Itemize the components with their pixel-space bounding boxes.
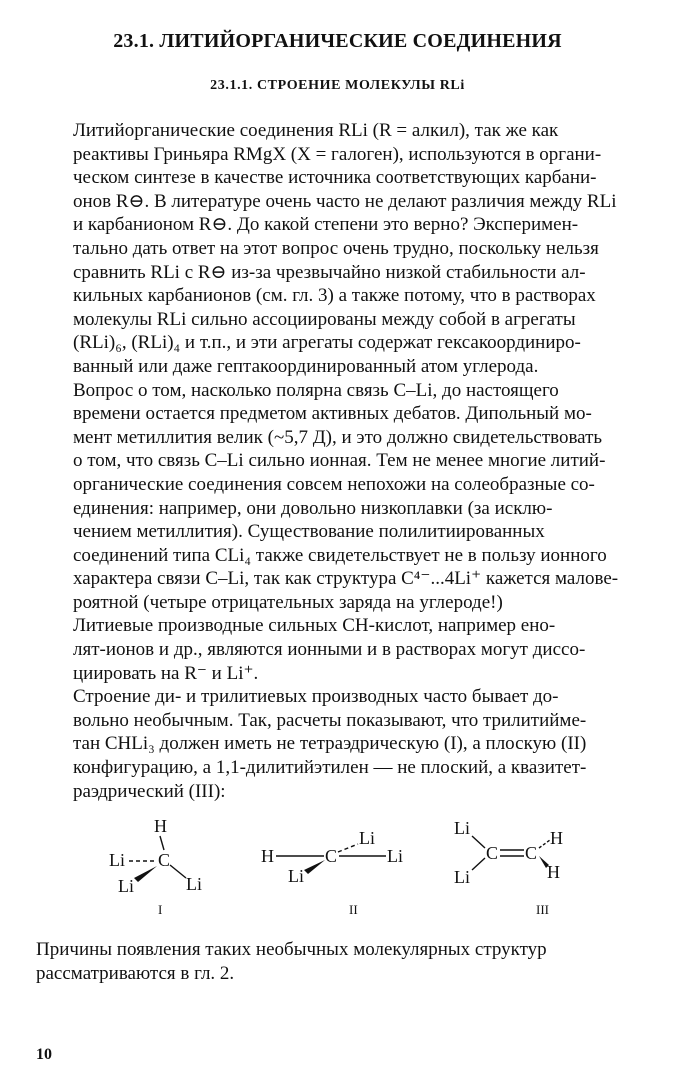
text-line: тально дать ответ на этот вопрос очень трудно, поскольку нельзя — [73, 237, 599, 259]
atom-Li: Li — [118, 876, 134, 896]
text-line: чением метиллития). Существование полилитиированных — [73, 521, 545, 543]
bond-line — [472, 858, 485, 870]
atom-H: H — [154, 816, 167, 836]
text-line: Вопрос о том, насколько полярна связь C–Li, до настоящего — [73, 379, 559, 401]
text-line: рассматриваются в гл. 2. — [36, 962, 235, 984]
text-line: и карбанионом R⊖. До какой степени это верно? Эксперимен- — [73, 214, 579, 236]
text-line: органические соединения совсем непохожи на солеобразные со- — [73, 473, 595, 495]
atom-C: C — [158, 850, 171, 870]
text-line: Строение ди- и трилитиевых производных часто бывает до- — [73, 686, 559, 708]
structure-label: II — [349, 902, 358, 917]
main-text — [36, 119, 639, 803]
text-line: молекулы RLi сильно ассоциированы между собой в агрегаты — [73, 308, 576, 330]
structure-I — [109, 816, 202, 917]
atom-C: C — [325, 846, 338, 866]
structure-diagram — [36, 810, 639, 920]
text-line: (RLi)₆, (RLi)₄ и т.п., и эти агрегаты содержат гексакоординиро- — [73, 332, 581, 354]
atom-Li: Li — [387, 846, 403, 866]
paragraph-4 — [36, 685, 639, 803]
dashed-bond — [338, 844, 358, 852]
text-line: мент метиллития велик (~5,7 Д), и это должно свидетельствовать — [73, 426, 603, 448]
structure-schemes — [36, 810, 639, 920]
structure-II — [261, 828, 403, 917]
bond-line — [160, 836, 164, 850]
atom-Li: Li — [454, 818, 470, 838]
text-line: реактивы Гриньяра RMgX (X = галоген), используются в органи- — [73, 143, 602, 165]
conclusion-paragraph — [36, 938, 639, 985]
text-line: онов R⊖. В литературе очень часто не делают различия между RLi — [73, 190, 617, 212]
atom-H: H — [550, 828, 563, 848]
atom-H: H — [547, 862, 560, 882]
paragraph-3 — [36, 614, 639, 685]
structure-III — [454, 818, 563, 917]
text-line: тан CHLi₃ должен иметь не тетраэдрическую (I), а плоскую (II) — [73, 733, 587, 755]
text-line: вольно необычным. Так, расчеты показывают, что трилитийме- — [73, 709, 587, 731]
text-line: единения: например, они довольно низкоплавки (за исклю- — [73, 497, 553, 519]
text-line: ческом синтезе в качестве источника соответствующих карбани- — [73, 167, 597, 189]
atom-Li: Li — [454, 867, 470, 887]
text-line: лят-ионов и др., являются ионными и в растворах могут диссо- — [73, 639, 586, 661]
structure-label: I — [158, 902, 163, 917]
book-page — [36, 0, 639, 1080]
text-line: соединений типа CLi₄ также свидетельствует не в пользу ионного — [73, 544, 607, 566]
text-line: циировать на R⁻ и Li⁺. — [73, 662, 259, 684]
wedge-bond — [134, 866, 157, 882]
dashed-bond — [539, 840, 550, 848]
atom-H: H — [261, 846, 274, 866]
text-line: ванный или даже гептакоординированный атом углерода. — [73, 355, 539, 377]
text-line: характера связи C–Li, так как структура C⁴⁻...4Li⁺ кажется малове- — [73, 568, 619, 590]
atom-C: C — [525, 843, 538, 863]
chapter-title: 23.1. ЛИТИЙОРГАНИЧЕСКИЕ СОЕДИНЕНИЯ — [113, 30, 562, 52]
text-line: Литиевые производные сильных CH-кислот, например ено- — [73, 615, 556, 637]
atom-Li: Li — [359, 828, 375, 848]
text-line: Литийорганические соединения RLi (R = алкил), так же как — [73, 120, 559, 141]
atom-Li: Li — [186, 874, 202, 894]
text-line: Причины появления таких необычных молекулярных структур — [36, 939, 547, 960]
paragraph-1 — [36, 119, 639, 379]
text-line: раэдрический (III): — [73, 780, 226, 802]
text-line: конфигурацию, а 1,1-дилитийэтилен — не плоский, а квазитет- — [73, 757, 587, 779]
atom-Li: Li — [288, 866, 304, 886]
atom-C: C — [486, 843, 499, 863]
text-line: времени остается предметом активных дебатов. Дипольный мо- — [73, 403, 592, 425]
text-line: о том, что связь C–Li сильно ионная. Тем не менее многие литий- — [73, 450, 606, 472]
bond-line — [472, 836, 485, 848]
page-number: 10 — [36, 1046, 52, 1063]
text-line: сравнить RLi с R⊖ из-за чрезвычайно низкой стабильности ал- — [73, 261, 586, 283]
text-line: кильных карбанионов (см. гл. 3) а также потому, что в растворах — [73, 285, 596, 307]
text-line: роятной (четыре отрицательных заряда на углероде!) — [73, 591, 503, 613]
structure-label: III — [536, 902, 549, 917]
atom-Li: Li — [109, 850, 125, 870]
section-title: 23.1.1. СТРОЕНИЕ МОЛЕКУЛЫ RLi — [210, 78, 465, 93]
paragraph-2 — [36, 379, 639, 615]
bond-line — [170, 865, 186, 878]
wedge-bond — [304, 860, 325, 874]
